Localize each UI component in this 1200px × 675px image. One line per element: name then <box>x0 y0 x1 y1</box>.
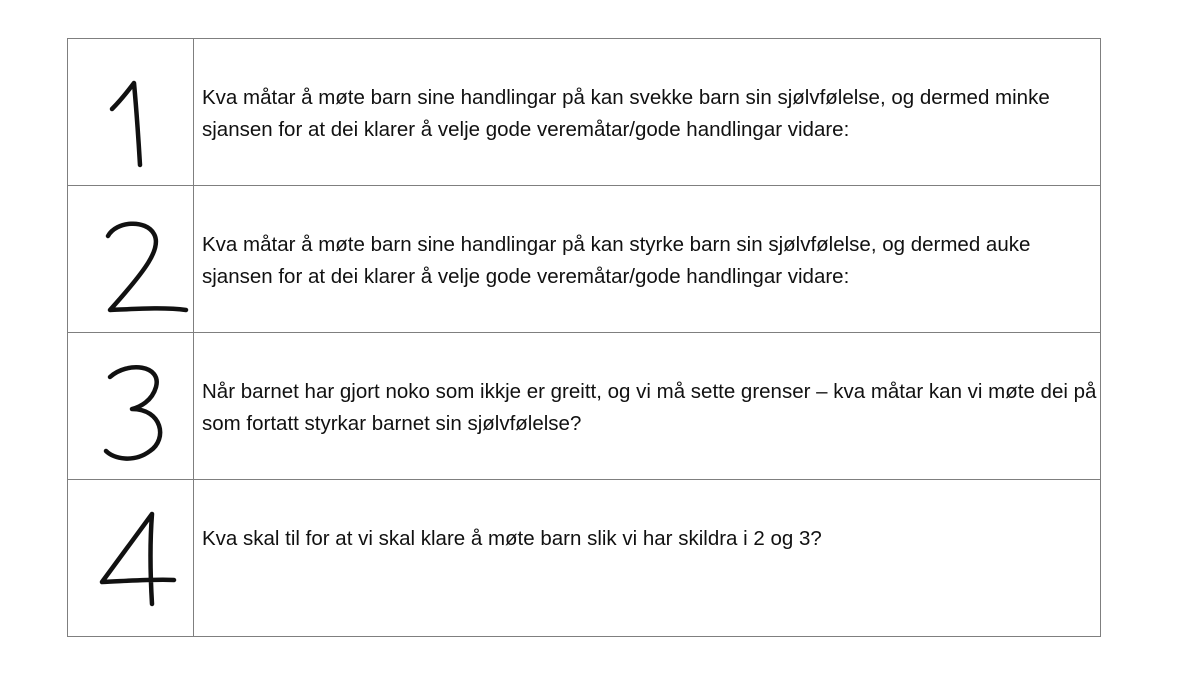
handwritten-number-2 <box>68 186 194 333</box>
row-number-cell <box>68 333 194 480</box>
table-row <box>68 186 1101 333</box>
row-number-cell <box>68 186 194 333</box>
question-text: Kva måtar å møte barn sine handlingar på kan svekke barn sin sjølvfølelse, og dermed minke sjansen for at dei klarer å velje gode veremåtar/gode handlingar vidare: <box>202 86 1050 141</box>
handwritten-number-4 <box>68 480 194 627</box>
table-row <box>68 39 1101 186</box>
question-table <box>67 38 1101 637</box>
question-cell <box>194 333 1101 480</box>
question-cell <box>194 480 1101 637</box>
handwritten-number-3 <box>68 333 194 480</box>
row-number-cell <box>68 480 194 637</box>
question-text: Kva skal til for at vi skal klare å møte barn slik vi har skildra i 2 og 3? <box>202 527 822 550</box>
row-number-cell <box>68 39 194 186</box>
handwritten-number-1 <box>68 39 194 186</box>
question-text: Når barnet har gjort noko som ikkje er greitt, og vi må sette grenser – kva måtar kan vi møte dei på som fortatt styrkar barnet sin sjølvfølelse? <box>202 380 1097 435</box>
table-row <box>68 333 1101 480</box>
question-cell <box>194 39 1101 186</box>
question-text: Kva måtar å møte barn sine handlingar på kan styrke barn sin sjølvfølelse, og dermed auke sjansen for at dei klarer å velje gode veremåtar/gode handlingar vidare: <box>202 233 1031 288</box>
question-cell <box>194 186 1101 333</box>
table-row <box>68 480 1101 637</box>
